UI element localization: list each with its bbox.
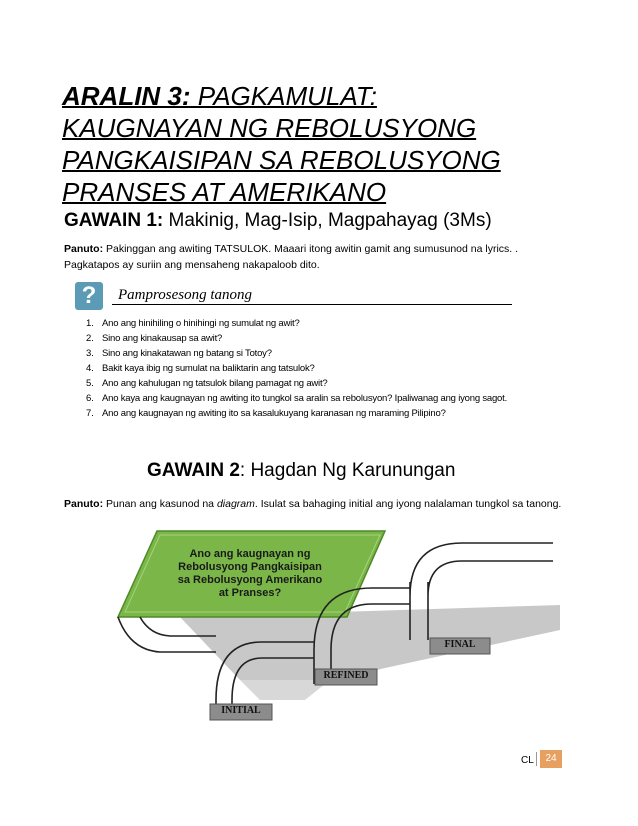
- activity-1-title: Makinig, Mag-Isip, Magpahayag (3Ms): [163, 210, 492, 231]
- list-item: 5. Ano ang kahulugan ng tatsulok bilang pamagat ng awit?: [96, 376, 596, 391]
- activity-2-label: GAWAIN 2: [147, 460, 240, 481]
- final-label: FINAL: [444, 639, 476, 650]
- page-number: 24: [540, 750, 562, 768]
- stair-top-curve-outer: [410, 543, 553, 596]
- list-item: 3. Sino ang kinakatawan ng batang si Totoy?: [96, 346, 596, 361]
- lesson-title-line3: PANGKAISIPAN SA REBOLUSYONG: [62, 145, 501, 175]
- list-item: 6. Ano kaya ang kaugnayan ng awiting ito tungkol sa aralin sa rebolusyon? Ipaliwanag ang iyong sagot.: [96, 391, 596, 406]
- diagram-word: diagram: [216, 498, 255, 510]
- lesson-title-line1: PAGKAMULAT:: [190, 81, 377, 111]
- list-item: 7. Ano ang kaugnayan ng awiting ito sa kasalukuyang karanasan ng maraming Pilipino?: [96, 406, 596, 421]
- lesson-number: ARALIN 3:: [62, 81, 191, 111]
- diagram-question: Ano ang kaugnayan ng Rebolusyong Pangkaisipan sa Rebolusyong Amerikano at Pranses?: [177, 548, 323, 599]
- initial-label: INITIAL: [221, 705, 261, 716]
- stair-top-curve: [428, 561, 553, 596]
- list-item: 1. Ano ang hinihiling o hinihingi ng sumulat ng awit?: [96, 316, 596, 331]
- activity-2-instructions: Panuto: Punan ang kasunod na diagram. Isulat sa bahaging initial ang iyong nalalaman tungkol sa tanong.: [64, 498, 562, 510]
- activity-1-label: GAWAIN 1:: [64, 210, 164, 231]
- instructions-label: Panuto:: [64, 498, 104, 510]
- list-item: 4. Bakit kaya ibig ng sumulat na baliktarin ang tatsulok?: [96, 361, 596, 376]
- list-item: 2. Sino ang kinakausap sa awit?: [96, 331, 596, 346]
- lesson-title-line4: PRANSES AT AMERIKANO: [62, 177, 387, 207]
- footer-divider: [536, 752, 537, 766]
- footer-initials: CL: [521, 755, 534, 766]
- activity-2-title: : Hagdan Ng Karunungan: [239, 460, 456, 481]
- instructions-text: Pakinggan ang awiting TATSULOK. Maaari itong awitin gamit ang sumusunod na lyrics. . Pagkatapos ay suriin ang mensaheng nakapaloob dito.: [64, 243, 519, 271]
- refined-label: REFINED: [323, 670, 369, 681]
- lesson-title-line2: KAUGNAYAN NG REBOLUSYONG: [62, 113, 477, 143]
- processing-questions-title: Pamprosesong tanong: [118, 287, 253, 303]
- question-icon: ?: [75, 282, 103, 310]
- instructions-label: Panuto:: [64, 243, 104, 255]
